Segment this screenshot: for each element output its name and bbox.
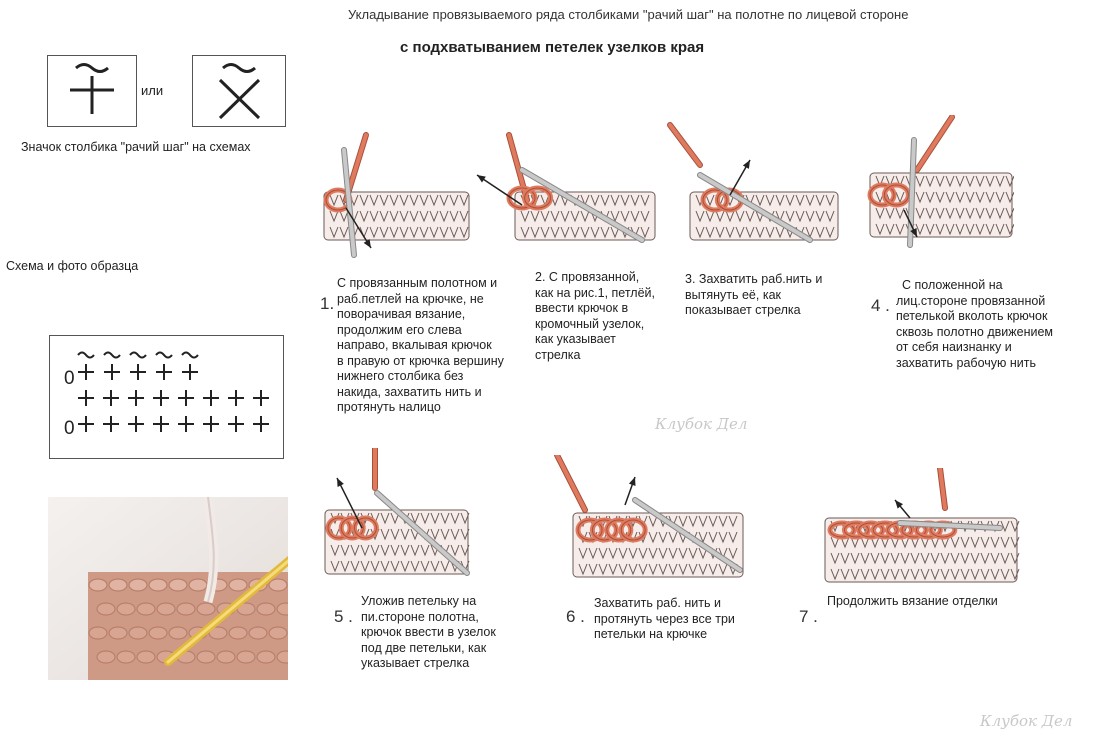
stitch bbox=[249, 627, 267, 639]
step-1-illustration bbox=[316, 130, 472, 260]
stitch bbox=[89, 627, 107, 639]
or-label: или bbox=[141, 83, 164, 98]
title-line-1: Укладывание провязываемого ряда столбиками "рачий шаг" на полотне по лицевой стороне bbox=[348, 7, 909, 22]
step-5-illustration bbox=[317, 448, 472, 588]
step-4-text: С положенной на лиц.стороне провязанной петелькой вколоть крючок сквозь полотно движением от себя наизнанку и захватить рабочую нить bbox=[896, 278, 1054, 370]
stitch bbox=[89, 579, 107, 591]
row-marker-top: 0 bbox=[64, 368, 75, 389]
stitch bbox=[277, 603, 288, 615]
step-5-text: Уложив петельку на пи.стороне полотна, крючок ввести в узелок под две петельки, как указывает стрелка bbox=[361, 594, 496, 670]
stitch bbox=[137, 603, 155, 615]
stitch bbox=[269, 627, 287, 639]
row-marker-bottom: 0 bbox=[64, 418, 75, 439]
step-7-illustration bbox=[800, 468, 1020, 588]
stitch bbox=[157, 603, 175, 615]
stitch bbox=[257, 651, 275, 663]
stitch bbox=[177, 603, 195, 615]
step-3-text: 3. Захватить раб.нить и вытянуть её, как показывает стрелка bbox=[685, 272, 823, 317]
watermark: Клубок Дел bbox=[980, 712, 1073, 730]
stitch bbox=[257, 603, 275, 615]
tilde-icon bbox=[130, 353, 146, 358]
stitch bbox=[197, 651, 215, 663]
step-4-number: 4 . bbox=[871, 296, 890, 315]
step-2-text: 2. С провязанной, как на рис.1, петлёй, ввести крючок в кромочный узелок, как указывает стрелка bbox=[535, 270, 655, 362]
stitch bbox=[97, 603, 115, 615]
stitch bbox=[149, 627, 167, 639]
stitch bbox=[169, 627, 187, 639]
stitch bbox=[129, 627, 147, 639]
stitch bbox=[109, 627, 127, 639]
step-7-text: Продолжить вязание отделки bbox=[827, 594, 998, 608]
step-1-number: 1. bbox=[320, 294, 335, 313]
tilde-x-symbol-icon bbox=[192, 55, 286, 127]
stitch bbox=[277, 651, 288, 663]
stitch bbox=[137, 651, 155, 663]
tilde-icon bbox=[156, 353, 172, 358]
step-5-number: 5 . bbox=[334, 607, 353, 626]
step-6-text: Захватить раб. нить и протянуть через все три петельки на крючке bbox=[594, 596, 735, 641]
sample-photo bbox=[48, 497, 288, 680]
symbol-caption: Значок столбика "рачий шаг" на схемах bbox=[21, 140, 251, 154]
stitch bbox=[149, 579, 167, 591]
stitch bbox=[217, 651, 235, 663]
scheme-caption: Схема и фото образца bbox=[6, 259, 139, 273]
stitch bbox=[229, 627, 247, 639]
stitch bbox=[237, 651, 255, 663]
stitch bbox=[229, 579, 247, 591]
stitch bbox=[129, 579, 147, 591]
watermark: Клубок Дел bbox=[655, 415, 748, 433]
title-line-2: с подхватыванием петелек узелков края bbox=[400, 39, 705, 56]
step-2-illustration bbox=[467, 130, 657, 260]
stitch bbox=[169, 579, 187, 591]
step-3-illustration bbox=[660, 120, 840, 255]
step-6-number: 6 . bbox=[566, 607, 585, 626]
tilde-cross-symbol-icon bbox=[47, 55, 137, 127]
scheme-diagram bbox=[49, 335, 284, 459]
step-1-text: С провязанным полотном и раб.петлей на крючке, не поворачивая вязание, продолжим его слева направо, вкалывая крючок в правую от крючка вершину нижнего столбика без накида, захватить нить и протянуть налицо bbox=[337, 276, 504, 414]
step-4-illustration bbox=[862, 115, 1014, 255]
stitch bbox=[117, 603, 135, 615]
step-7-number: 7 . bbox=[799, 607, 818, 626]
tilde-icon bbox=[182, 353, 198, 358]
stitch bbox=[97, 651, 115, 663]
stitch bbox=[269, 579, 287, 591]
tilde-icon bbox=[78, 353, 94, 358]
tilde-icon bbox=[104, 353, 120, 358]
step-6-illustration bbox=[545, 455, 750, 590]
stitch bbox=[109, 579, 127, 591]
stitch bbox=[197, 603, 215, 615]
stitch bbox=[189, 579, 207, 591]
stitch bbox=[117, 651, 135, 663]
